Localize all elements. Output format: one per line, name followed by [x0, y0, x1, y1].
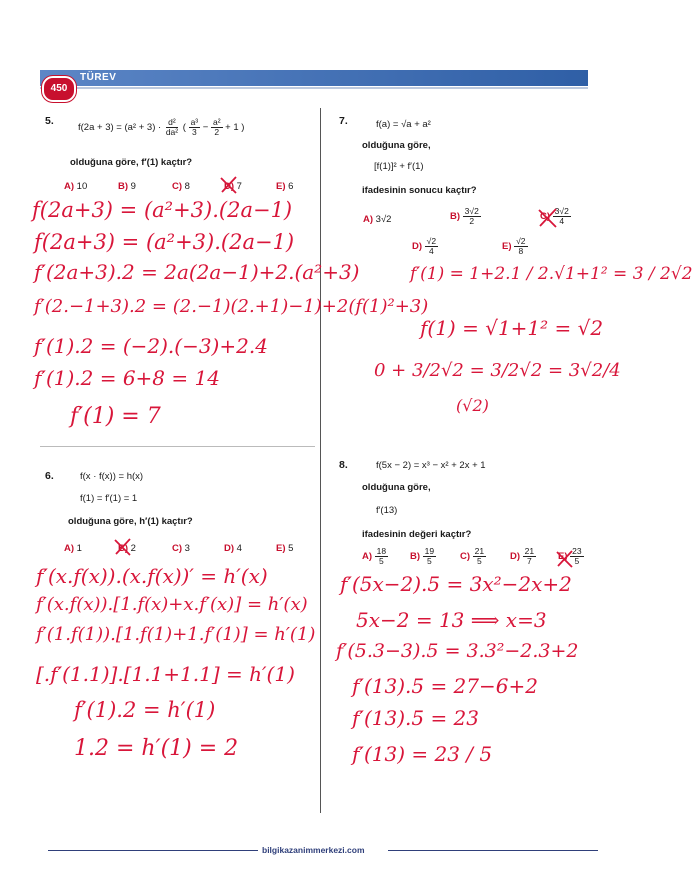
q8-option-d[interactable]: D) $\frac{21}{7}$: [510, 546, 535, 566]
q8-line-3: f′(13): [376, 505, 398, 516]
q6-work-line-2: f′(x.f(x)).[1.f(x)+x.f′(x)] = h′(x): [36, 594, 308, 615]
q7-option-e[interactable]: E) $\frac{√2}{8}$: [502, 236, 526, 256]
q8-expression: f(5x − 2) = x³ − x² + 2x + 1: [376, 460, 486, 471]
q6-option-c[interactable]: C) 3: [172, 543, 190, 554]
q7-expression: f(a) = √a + a²: [376, 119, 431, 130]
q5-work-line-7: f′(1) = 7: [70, 404, 161, 429]
column-divider: [320, 108, 321, 813]
q7-work-line-1: f′(1) = 1+2.1 / 2.√1+1² = 3 / 2√2: [410, 264, 693, 284]
q6-line-2: f(1) = f′(1) = 1: [80, 493, 138, 504]
q5-work-line-4: f′(2.−1+3).2 = (2.−1)(2.+1)−1)+2(f(1)²+3): [34, 296, 429, 317]
q7-question: ifadesinin sonucu kaçtır?: [362, 185, 477, 196]
q7-line-2: olduğuna göre,: [362, 140, 431, 151]
q8-work-line-5: f′(13).5 = 23: [352, 706, 480, 730]
q8-option-b[interactable]: B) $\frac{19}{5}$: [410, 546, 435, 566]
q5-option-a[interactable]: A) 10: [64, 181, 88, 192]
q8-work-line-1: f′(5x−2).5 = 3x²−2x+2: [340, 572, 572, 596]
q5-work-line-6: f′(1).2 = 6+8 = 14: [34, 366, 220, 390]
q7-number: 7.: [339, 115, 348, 127]
q5-question: olduğuna göre, f′(1) kaçtır?: [70, 157, 193, 168]
q6-work-line-4: [.f′(1.1)].[1.1+1.1] = h′(1): [36, 662, 295, 686]
q6-number: 6.: [45, 470, 54, 482]
page-number-badge: [42, 76, 76, 102]
q8-option-c[interactable]: C) $\frac{21}{5}$: [460, 546, 485, 566]
q5-option-d[interactable]: D) 7: [224, 181, 242, 192]
q7-work-line-3: 0 + 3/2√2 = 3/2√2 = 3√2/4: [374, 360, 621, 381]
q5-option-e[interactable]: E) 6: [276, 181, 294, 192]
q6-option-a[interactable]: A) 1: [64, 543, 82, 554]
q8-work-line-4: f′(13).5 = 27−6+2: [352, 674, 538, 698]
q7-work-line-4: (√2): [456, 396, 489, 415]
q7-option-b[interactable]: B) $\frac{3√2}{2}$: [450, 206, 479, 226]
header-bar: [40, 70, 588, 86]
q5-option-b[interactable]: B) 9: [118, 181, 136, 192]
q5-option-c[interactable]: C) 8: [172, 181, 190, 192]
q6-option-b[interactable]: B) 2: [118, 543, 136, 554]
q7-option-c[interactable]: C) $\frac{3√2}{4}$: [540, 206, 569, 226]
q8-line-2: olduğuna göre,: [362, 482, 431, 493]
q6-work-line-3: f′(1.f(1)).[1.f(1)+1.f′(1)] = h′(1): [36, 624, 316, 645]
q8-option-e[interactable]: E) $\frac{23}{5}$: [558, 546, 582, 566]
footer-rule-left: [48, 850, 258, 851]
q5-work-line-3: f′(2a+3).2 = 2a(2a−1)+2.(a²+3): [34, 260, 360, 284]
q8-work-line-3: f′(5.3−3).5 = 3.3²−2.3+2: [336, 640, 579, 662]
q6-answer-mark-icon: [112, 536, 134, 558]
q7-work-line-2: f(1) = √1+1² = √2: [420, 316, 604, 340]
q8-work-line-2: 5x−2 = 13 ⟹ x=3: [356, 608, 547, 632]
q6-work-line-6: 1.2 = h′(1) = 2: [74, 736, 239, 761]
q5-work-line-1: f(2a+3) = (a²+3).(2a−1): [32, 198, 293, 222]
question-separator: [40, 446, 315, 447]
page-number: 450: [50, 83, 68, 94]
q5-work-line-5: f′(1).2 = (−2).(−3)+2.4: [34, 334, 268, 358]
q8-option-a[interactable]: A) $\frac{18}{5}$: [362, 546, 387, 566]
q7-line-3: [f(1)]² + f′(1): [374, 161, 424, 172]
q6-question: olduğuna göre, h′(1) kaçtır?: [68, 516, 193, 527]
q8-question: ifadesinin değeri kaçtır?: [362, 529, 472, 540]
footer-rule-right: [388, 850, 598, 851]
q7-option-a[interactable]: A) 3√2: [363, 214, 392, 225]
q6-work-line-1: f′(x.f(x)).(x.f(x))′ = h′(x): [36, 564, 268, 588]
section-title: TÜREV: [80, 72, 117, 83]
footer-site: bilgikazanimmerkezi.com: [262, 845, 365, 855]
q6-option-d[interactable]: D) 4: [224, 543, 242, 554]
q8-work-line-6: f′(13) = 23 / 5: [352, 742, 493, 766]
q5-work-line-2: f(2a+3) = (a²+3).(2a−1): [34, 230, 295, 254]
header-bar-underline: [40, 87, 588, 89]
q6-work-line-5: f′(1).2 = h′(1): [74, 698, 216, 722]
q7-answer-mark-icon: [536, 206, 560, 230]
q8-answer-mark-icon: [554, 548, 576, 570]
q5-answer-mark-icon: [218, 174, 240, 196]
q6-line-1: f(x · f(x)) = h(x): [80, 471, 144, 482]
q5-number: 5.: [45, 115, 54, 127]
q6-option-e[interactable]: E) 5: [276, 543, 294, 554]
q7-option-d[interactable]: D) $\frac{√2}{4}$: [412, 236, 437, 256]
q8-number: 8.: [339, 459, 348, 471]
q5-expression: f(2a + 3) = (a² + 3) · $\frac{\text{d²}}{\text{da²}}$ ( $\frac{\text{a³}}{3}$ − $\frac{\text{a²}}{2}$ + 1 ): [78, 117, 245, 137]
